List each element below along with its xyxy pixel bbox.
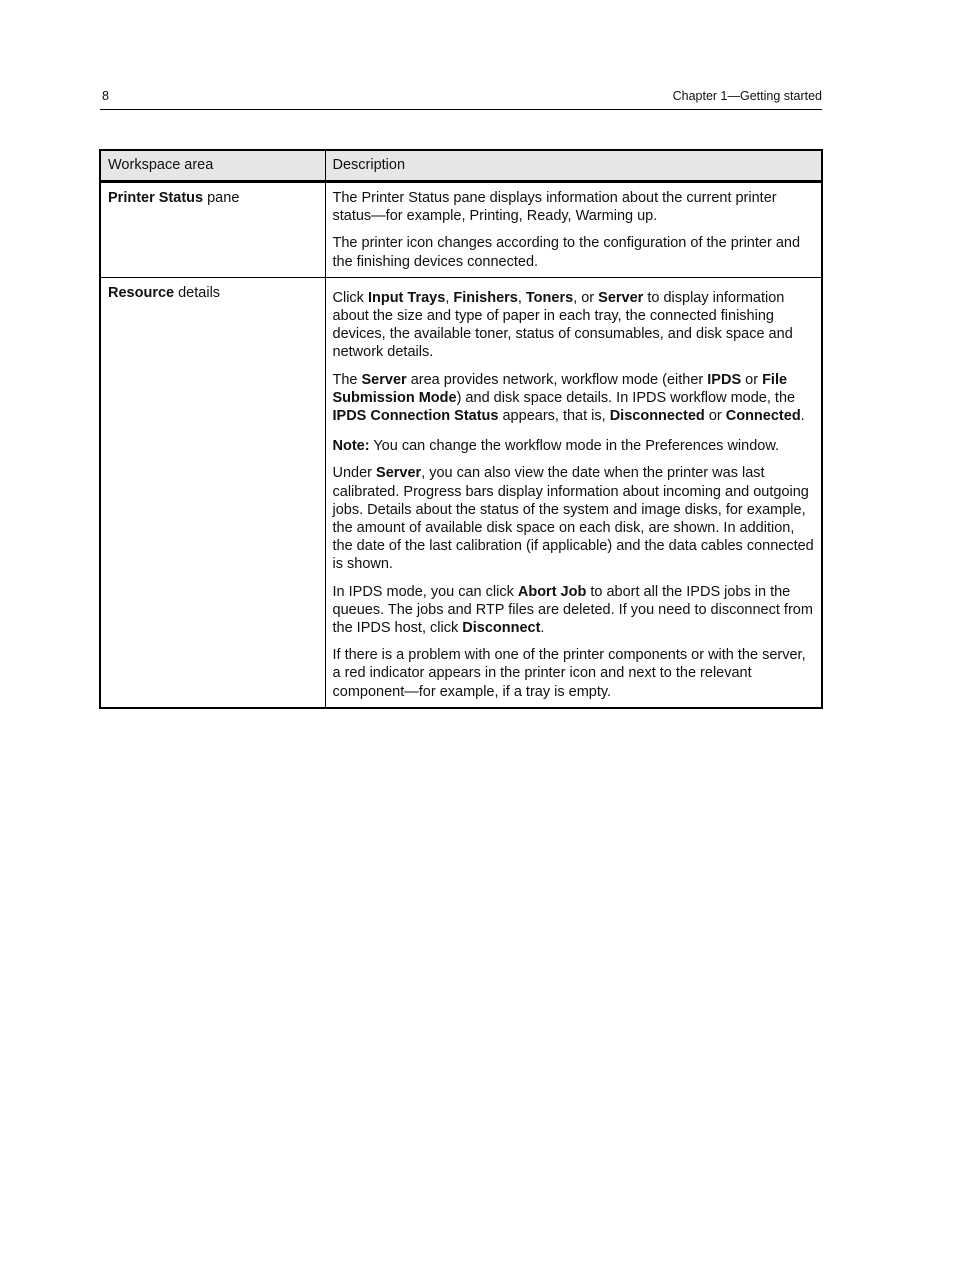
note-paragraph: Note: You can change the workflow mode in the Preferences window. <box>332 438 780 455</box>
description-paragraph: If there is a problem with one of the printer components or with the server, a red indicator appears in the printer icon and next to the relevant component—for example, if a tray is empty. <box>332 647 806 700</box>
workspace-area-cell <box>100 277 325 708</box>
column-header-description: Description <box>325 150 822 182</box>
table-header-row <box>100 150 822 182</box>
description-paragraph: The Server area provides network, workflow mode (either IPDS or File Submission Mode) and disk space details. In IPDS workflow mode, the IPDS Connection Status appears, that is, Disconnected or Connected. <box>332 371 805 425</box>
workspace-table <box>99 149 823 709</box>
description-paragraph: Under Server, you can also view the date when the printer was last calibrated. Progress bars display information about incoming and outgoing jobs. Details about the status of the system and image disks, for example, the amount of available disk space on each disk, are shown. In addition, the date of the last calibration (if applicable) and the data cables connected is shown. <box>332 465 814 573</box>
table-row-printer-status <box>100 182 822 278</box>
area-suffix: pane <box>203 190 240 206</box>
description-paragraph: Click Input Trays, Finishers, Toners, or Server to display information about the size and type of paper in each tray, the connected finishing devices, the available toner, status of consumables, and disk space and network details. <box>332 289 793 361</box>
page-number: 8 <box>102 89 109 103</box>
page-header <box>100 88 822 110</box>
chapter-title: Chapter 1—Getting started <box>672 89 822 103</box>
description-cell <box>325 277 822 708</box>
description-paragraph: The printer icon changes according to the configuration of the printer and the finishing devices connected. <box>332 235 801 270</box>
column-header-workspace-area: Workspace area <box>100 150 325 182</box>
area-name: Printer Status <box>108 190 204 206</box>
description-cell <box>325 182 822 278</box>
description-paragraph: In IPDS mode, you can click Abort Job to abort all the IPDS jobs in the queues. The jobs and RTP files are deleted. If you need to disconnect from the IPDS host, click Disconnect. <box>332 583 813 637</box>
workspace-area-cell <box>100 182 325 278</box>
description-paragraph: The Printer Status pane displays information about the current printer status—for example, Printing, Ready, Warming up. <box>332 190 777 225</box>
area-name: Resource <box>108 284 175 301</box>
area-suffix: details <box>174 284 221 301</box>
table-row-resource-details <box>100 277 822 708</box>
